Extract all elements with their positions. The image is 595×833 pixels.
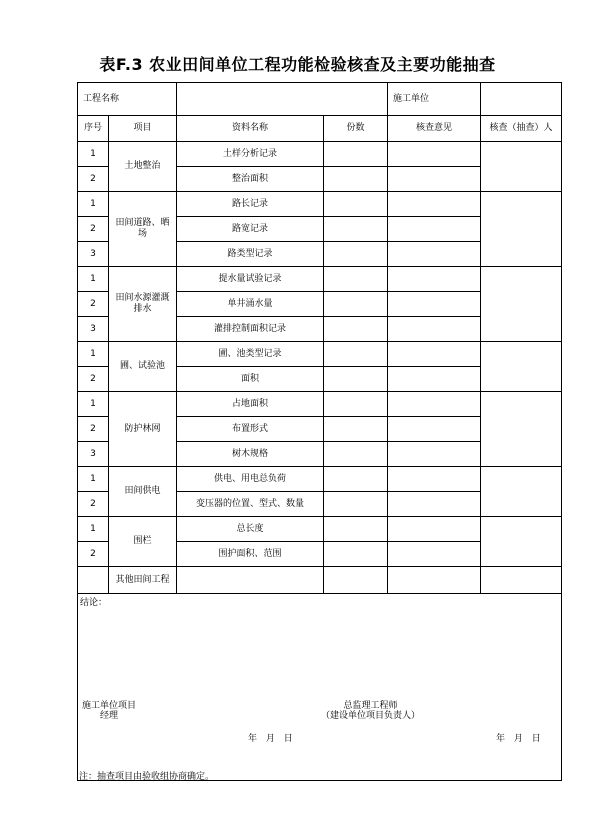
row-number: 2 <box>78 542 109 567</box>
opinion-cell[interactable] <box>388 417 481 442</box>
doc-name: 整治面积 <box>177 167 324 192</box>
project-name-field[interactable] <box>177 83 388 116</box>
row-number: 1 <box>78 467 109 492</box>
item-name: 土地整治 <box>109 142 177 192</box>
row-number: 1 <box>78 142 109 167</box>
contractor-label-line2: 经理 <box>100 711 119 721</box>
table-row <box>78 342 562 367</box>
supervisor-signature-label <box>321 701 420 721</box>
checker-cell[interactable] <box>481 392 562 467</box>
other-works-row <box>78 567 562 594</box>
conclusion-label: 结论： <box>80 598 108 608</box>
checker-cell[interactable] <box>481 267 562 342</box>
supervisor-date: 年 月 日 <box>496 734 541 744</box>
contractor-signature-label <box>82 701 136 721</box>
table-row <box>78 517 562 542</box>
copies-cell[interactable] <box>324 417 388 442</box>
opinion-cell[interactable] <box>388 567 481 594</box>
row-number: 2 <box>78 492 109 517</box>
construction-unit-label: 施工单位 <box>388 83 481 116</box>
opinion-cell[interactable] <box>388 292 481 317</box>
row-number: 2 <box>78 367 109 392</box>
conclusion-row <box>78 594 562 781</box>
copies-cell[interactable] <box>324 442 388 467</box>
header-opinion: 核查意见 <box>388 116 481 142</box>
page-title: 表F.3 农业田间单位工程功能检验核查及主要功能抽查 <box>99 55 496 74</box>
header-copies: 份数 <box>324 116 388 142</box>
copies-cell[interactable] <box>324 517 388 542</box>
conclusion-cell[interactable] <box>78 594 562 781</box>
supervisor-label-line2: （建设单位项目负责人） <box>321 711 421 721</box>
opinion-cell[interactable] <box>388 192 481 217</box>
footnote: 注：抽查项目由验收组协商确定。 <box>79 772 215 782</box>
doc-name: 灌排控制面积记录 <box>177 317 324 342</box>
table-row <box>78 392 562 417</box>
doc-name: 圃、池类型记录 <box>177 342 324 367</box>
row-number: 2 <box>78 217 109 242</box>
copies-cell[interactable] <box>324 367 388 392</box>
row-number: 2 <box>78 167 109 192</box>
opinion-cell[interactable] <box>388 167 481 192</box>
supervisor-label-line1: 总监理工程师 <box>343 701 398 711</box>
opinion-cell[interactable] <box>388 392 481 417</box>
header-item: 项目 <box>109 116 177 142</box>
row-number: 1 <box>78 192 109 217</box>
doc-name: 供电、用电总负荷 <box>177 467 324 492</box>
doc-name: 土样分析记录 <box>177 142 324 167</box>
item-name: 围栏 <box>109 517 177 567</box>
row-number: 1 <box>78 342 109 367</box>
table-row <box>78 192 562 217</box>
doc-name: 占地面积 <box>177 392 324 417</box>
checker-cell[interactable] <box>481 192 562 267</box>
copies-cell[interactable] <box>324 542 388 567</box>
opinion-cell[interactable] <box>388 492 481 517</box>
doc-name: 路类型记录 <box>177 242 324 267</box>
item-name: 田间水源灌溉排水 <box>109 267 177 342</box>
opinion-cell[interactable] <box>388 367 481 392</box>
header-doc-name: 资料名称 <box>177 116 324 142</box>
doc-name: 路长记录 <box>177 192 324 217</box>
contractor-date: 年 月 日 <box>248 734 293 744</box>
project-name-label <box>78 83 177 116</box>
project-info-row <box>78 83 562 116</box>
row-number: 1 <box>78 517 109 542</box>
item-name: 圃、试验池 <box>109 342 177 392</box>
table-row <box>78 467 562 492</box>
doc-name: 变压器的位置、型式、数量 <box>177 492 324 517</box>
copies-cell[interactable] <box>324 167 388 192</box>
checker-cell[interactable] <box>481 467 562 517</box>
doc-name: 提水量试验记录 <box>177 267 324 292</box>
copies-cell[interactable] <box>324 217 388 242</box>
row-number: 2 <box>78 417 109 442</box>
copies-cell[interactable] <box>324 492 388 517</box>
copies-cell[interactable] <box>324 392 388 417</box>
checker-cell[interactable] <box>481 342 562 392</box>
row-number <box>78 567 109 594</box>
header-checker: 核查（抽查）人 <box>481 116 562 142</box>
copies-cell[interactable] <box>324 342 388 367</box>
item-name: 田间供电 <box>109 467 177 517</box>
item-name: 防护林网 <box>109 392 177 467</box>
inspection-table <box>77 82 562 781</box>
opinion-cell[interactable] <box>388 442 481 467</box>
table-row <box>78 142 562 167</box>
contractor-label-line1: 施工单位项目 <box>82 701 137 711</box>
project-name-label-text: 工程名称 <box>83 93 120 104</box>
opinion-cell[interactable] <box>388 342 481 367</box>
row-number: 1 <box>78 267 109 292</box>
opinion-cell[interactable] <box>388 217 481 242</box>
copies-cell[interactable] <box>324 192 388 217</box>
header-no: 序号 <box>78 116 109 142</box>
doc-name: 围护面积、范围 <box>177 542 324 567</box>
opinion-cell[interactable] <box>388 517 481 542</box>
row-number: 2 <box>78 292 109 317</box>
checker-cell[interactable] <box>481 567 562 594</box>
opinion-cell[interactable] <box>388 467 481 492</box>
checker-cell[interactable] <box>481 142 562 192</box>
copies-cell[interactable] <box>324 567 388 594</box>
doc-name: 树木规格 <box>177 442 324 467</box>
row-number: 3 <box>78 317 109 342</box>
doc-name: 总长度 <box>177 517 324 542</box>
opinion-cell[interactable] <box>388 267 481 292</box>
table-header-row <box>78 116 562 142</box>
copies-cell[interactable] <box>324 267 388 292</box>
opinion-cell[interactable] <box>388 142 481 167</box>
doc-name: 布置形式 <box>177 417 324 442</box>
copies-cell[interactable] <box>324 317 388 342</box>
opinion-cell[interactable] <box>388 542 481 567</box>
copies-cell[interactable] <box>324 242 388 267</box>
doc-name: 路宽记录 <box>177 217 324 242</box>
row-number: 3 <box>78 242 109 267</box>
other-works-label: 其他田间工程 <box>109 567 177 594</box>
doc-name: 单井涌水量 <box>177 292 324 317</box>
construction-unit-field[interactable] <box>481 83 562 116</box>
doc-name: 面积 <box>177 367 324 392</box>
row-number: 3 <box>78 442 109 467</box>
opinion-cell[interactable] <box>388 317 481 342</box>
copies-cell[interactable] <box>324 292 388 317</box>
table-row <box>78 267 562 292</box>
row-number: 1 <box>78 392 109 417</box>
copies-cell[interactable] <box>324 142 388 167</box>
checker-cell[interactable] <box>481 517 562 567</box>
opinion-cell[interactable] <box>388 242 481 267</box>
doc-name[interactable] <box>177 567 324 594</box>
copies-cell[interactable] <box>324 467 388 492</box>
item-name: 田间道路、晒场 <box>109 192 177 267</box>
